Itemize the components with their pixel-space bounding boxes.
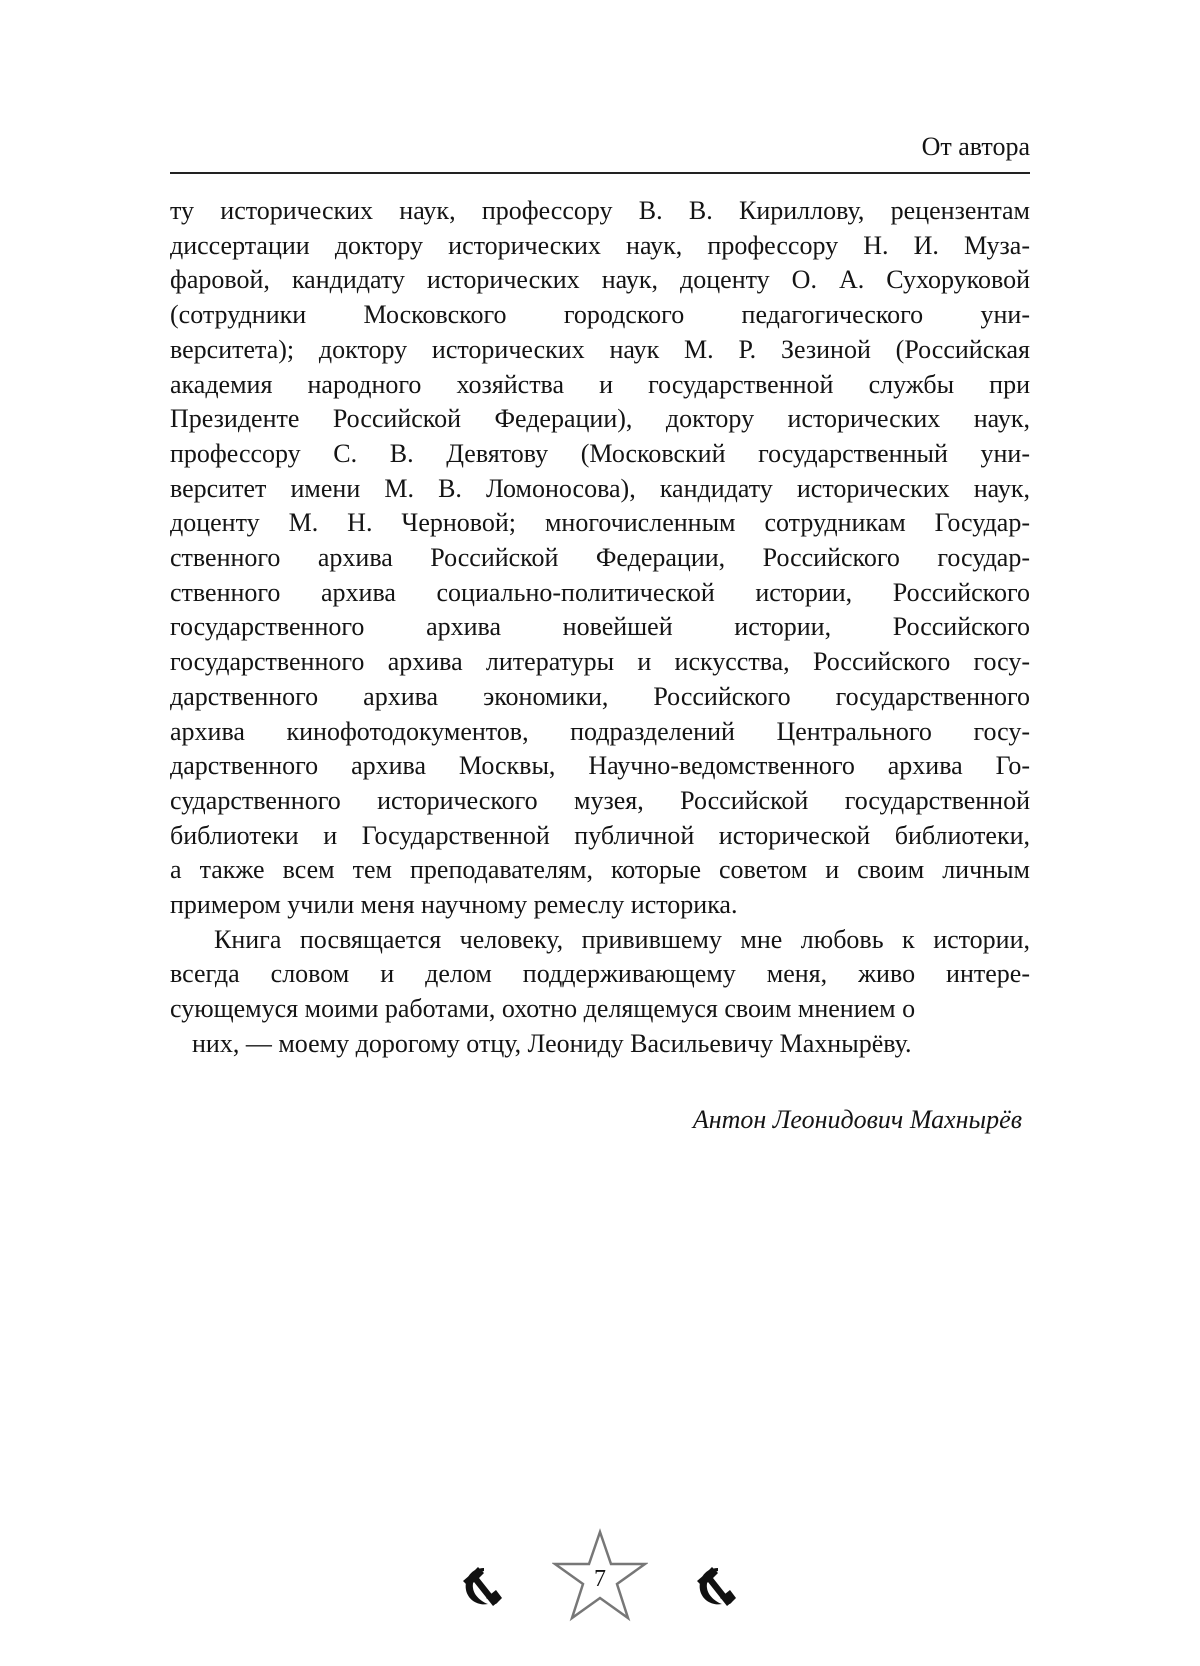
text-line: ственного архива социально-политической истории, Российского (170, 577, 1030, 607)
text-line: сударственного исторического музея, Российской государственной (170, 785, 1030, 815)
text-line: государственного архива новейшей истории, Российского (170, 612, 1030, 642)
text-line: архива кинофотодокументов, подразделений Центрального госу- (170, 716, 1030, 746)
hammer-sickle-icon (458, 1562, 508, 1612)
dedication-line: сующемуся моими работами, охотно делящемуся своим мнением о (170, 994, 916, 1024)
text-line: ту исторических наук, профессору В. В. Кириллову, рецензентам (170, 196, 1030, 225)
dedication-line: Книга посвящается человеку, привившему мне любовь к истории, (214, 924, 1030, 954)
dedication-line: всегда словом и делом поддерживающему меня, живо интере- (170, 959, 1030, 989)
dedication-line: них, — моему дорогому отцу, Леониду Васильевичу Махнырёву. (192, 1028, 912, 1058)
text-line: фаровой, кандидату исторических наук, доценту О. А. Сухоруковой (170, 265, 1030, 295)
hammer-sickle-icon (692, 1562, 742, 1612)
page-footer (0, 1522, 1200, 1632)
body-text (170, 194, 1030, 1062)
text-line: Президенте Российской Федерации), доктору исторических наук, (170, 404, 1030, 434)
text-line: дарственного архива экономики, Российского государственного (170, 681, 1030, 711)
text-line: профессору С. В. Девятову (Московский государственный уни- (170, 438, 1030, 468)
text-line: дарственного архива Москвы, Научно-ведомственного архива Го- (170, 751, 1030, 781)
running-head: От автора (921, 132, 1030, 161)
text-line: а также всем тем преподавателям, которые советом и своим личным (170, 855, 1030, 885)
text-line: верситета); доктору исторических наук М. Р. Зезиной (Российская (170, 334, 1030, 364)
text-line: ственного архива Российской Федерации, Российского государ- (170, 543, 1030, 573)
page-number: 7 (594, 1566, 606, 1592)
text-line: доценту М. Н. Черновой; многочисленным сотрудникам Государ- (170, 508, 1030, 538)
text-line: диссертации доктору исторических наук, профессору Н. И. Муза- (170, 230, 1030, 260)
text-line: примером учили меня научному ремеслу историка. (170, 890, 738, 920)
text-line: академия народного хозяйства и государственной службы при (170, 369, 1030, 399)
header-rule (170, 172, 1030, 174)
text-line: государственного архива литературы и искусства, Российского госу- (170, 647, 1030, 677)
text-line: верситет имени М. В. Ломоносова), кандидату исторических наук, (170, 473, 1030, 503)
author-signature: Антон Леонидович Махнырёв (692, 1105, 1022, 1134)
text-line: (сотрудники Московского городского педагогического уни- (170, 300, 1030, 330)
text-line: библиотеки и Государственной публичной исторической библиотеки, (170, 820, 1030, 850)
